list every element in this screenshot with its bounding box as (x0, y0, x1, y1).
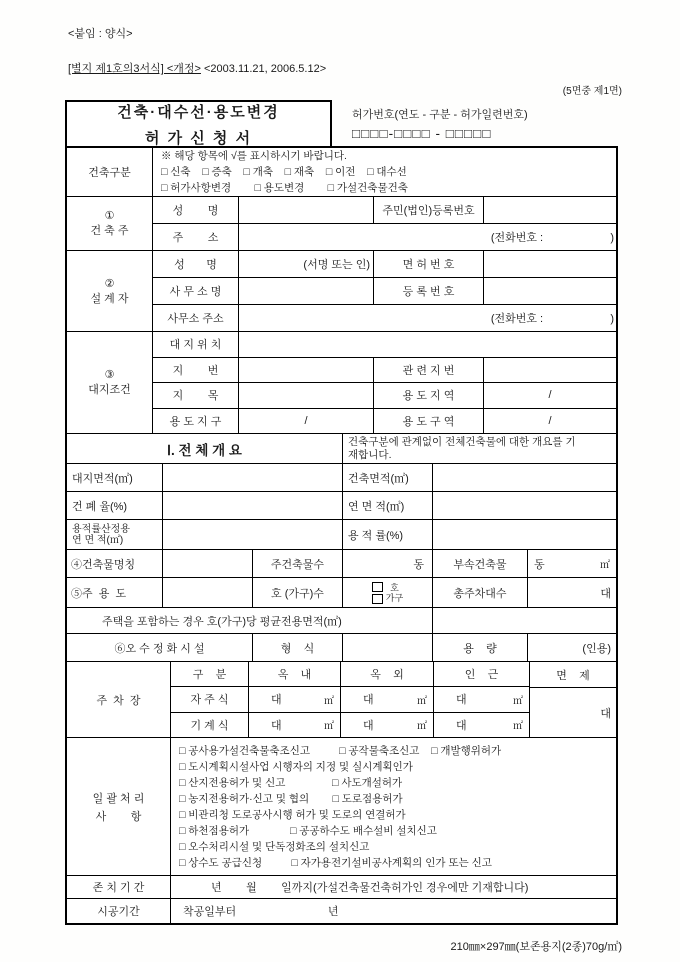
main-use-field (162, 578, 252, 607)
site-lot-row (153, 357, 616, 383)
main-building-count-label: 주건축물수 (252, 550, 342, 577)
sewage-type-field (342, 634, 432, 661)
parking-self-row (171, 686, 529, 711)
building-area-label: 건축면적(㎡) (342, 464, 432, 491)
designer-office-row (153, 277, 616, 304)
designer-regno-field (483, 278, 616, 304)
sewage-capacity-unit: (인용) (527, 634, 616, 661)
batch-item-line4: □ 농지전용허가·신고 및 협의 □ 도로점용허가 (179, 792, 403, 805)
owner-name-label: 성 명 (172, 205, 219, 217)
site-use-zone-slash: / (483, 409, 616, 434)
total-parking-unit: 대 (527, 578, 616, 607)
owner-regno-label: 주민(법인)등록번호 (373, 197, 483, 223)
checkmark-instruction: ※ 해당 항목에 √를 표시하시기 바랍니다. (161, 150, 347, 162)
designer-office-field (238, 278, 373, 304)
batch-item-line8: □ 상수도 공급신청 □ 자가용전기설비공사계획의 인가 또는 신고 (179, 856, 492, 869)
permit-number-block (352, 106, 528, 141)
sewage-capacity-label: 용 량 (432, 634, 527, 661)
parking-col-exempt: 면 제 (556, 669, 590, 682)
parking-mech-indoor-dae: 대 (271, 719, 282, 732)
batch-label-line1: 일 괄 처 리 (92, 792, 145, 805)
parking-mech-label: 기 계 식 (190, 719, 229, 732)
row-sewage (67, 633, 616, 661)
far-label: 용 적 률(%) (342, 520, 432, 549)
section-site (67, 331, 616, 433)
attachment-note: <붙임 : 양식> (68, 28, 133, 40)
construction-period-text: 착공일부터 년 (170, 899, 616, 923)
coverage-ratio-field (162, 492, 342, 519)
designer-section-label: 설 계 자 (90, 292, 129, 305)
owner-name-row (153, 197, 616, 223)
site-use-zone-label: 용 도 구 역 (373, 409, 483, 434)
parking-self-outdoor-dae: 대 (363, 694, 374, 707)
gagu-unit-label: 가구 (385, 592, 404, 603)
parking-header-row (171, 662, 529, 686)
owner-section-label: 건 축 주 (90, 225, 129, 237)
far-area-label-line2: 연 면 적(㎡) (72, 534, 124, 546)
row-average-area (67, 607, 616, 633)
site-use-district-label: 용 도 지 구 (169, 415, 222, 428)
form-reference (68, 60, 326, 76)
construction-type-label: 건축구분 (88, 167, 131, 179)
parking-mech-indoor-sqm: ㎡ (324, 721, 334, 733)
site-use-area-label: 용 도 지 역 (373, 383, 483, 408)
batch-item-line2: □ 도시계획시설사업 시행자의 지정 및 실시계획인가 (179, 760, 413, 773)
parking-mech-nearby-dae: 대 (456, 719, 467, 732)
site-category-field (238, 383, 373, 408)
overview-heading: Ⅰ. 전 체 개 요 (167, 442, 242, 458)
designer-office-address-label: 사무소 주소 (167, 313, 224, 325)
site-category-row (153, 382, 616, 408)
form-title-box (65, 100, 332, 148)
building-name-field (162, 550, 252, 577)
owner-address-label: 주 소 (172, 232, 219, 244)
batch-item-line1: □ 공사용가설건축물축조신고 □ 공작물축조신고 □ 개발행위허가 (179, 744, 502, 757)
site-area-label: 대지면적(㎡) (72, 472, 133, 485)
form-title-line1: 건축·대수선·용도변경 (117, 103, 280, 121)
section-owner (67, 196, 616, 250)
parking-mech-outdoor-sqm: ㎡ (417, 721, 427, 733)
average-area-field (432, 608, 616, 633)
designer-sign-note: (서명 또는 인) (238, 251, 373, 277)
paper-size-note: 210㎜×297㎜(보존용지(2종)70g/㎡) (450, 941, 622, 953)
ho-checkbox-icon (372, 582, 383, 592)
far-area-label-line1: 용적률산정용 (72, 523, 130, 535)
row-far (67, 519, 616, 549)
parking-mech-row (171, 712, 529, 737)
site-category-label: 지 목 (172, 390, 219, 403)
row-building-name (67, 549, 616, 577)
parking-grid (170, 662, 529, 737)
unit-count-checkboxes (372, 582, 383, 604)
retention-period-text: 년 월 일까지(가설건축물건축허가인 경우에만 기재합니다) (170, 876, 616, 898)
coverage-ratio-label: 건 폐 율(%) (72, 500, 128, 513)
site-district-row (153, 408, 616, 434)
parking-exempt-dae: 대 (530, 687, 616, 737)
designer-regno-label: 등 록 번 호 (373, 278, 483, 304)
site-location-field (238, 332, 616, 357)
far-field (432, 520, 616, 549)
site-lot-label: 지 번 (172, 364, 219, 377)
parking-self-label: 자 주 식 (190, 694, 229, 707)
parking-self-nearby-sqm: ㎡ (513, 695, 523, 707)
owner-regno-field (483, 197, 616, 223)
construction-period-label: 시공기간 (97, 906, 140, 918)
designer-phone-label: (전화번호 : ) (238, 305, 616, 331)
gagu-checkbox-icon (372, 594, 383, 604)
designer-license-field (483, 251, 616, 277)
form-revision-dates: <2003.11.21, 2006.5.12> (200, 63, 327, 75)
aux-building-dong-unit: 동 (534, 558, 545, 571)
row-coverage (67, 491, 616, 519)
site-section-label: 대지조건 (88, 384, 131, 396)
construction-type-options-row1: □ 신축 □ 증축 □ 개축 □ 재축 □ 이전 □ 대수선 (161, 166, 407, 178)
designer-section-number: ② (104, 277, 115, 290)
site-area-field (162, 464, 342, 491)
row-overview-heading (67, 433, 616, 463)
retention-period-label: 존 치 기 간 (92, 882, 145, 894)
total-floor-area-label: 연 면 적(㎡) (342, 492, 432, 519)
average-area-label: 주택을 포함하는 경우 호(가구)당 평균전용면적(㎡) (102, 615, 342, 628)
parking-col-outdoor: 옥 외 (340, 662, 433, 686)
parking-col-nearby: 인 근 (433, 662, 529, 686)
sewage-label: ⑥오 수 정 화 시 설 (114, 642, 205, 655)
parking-self-nearby-dae: 대 (456, 694, 467, 707)
designer-office-label: 사 무 소 명 (169, 286, 222, 298)
row-construction-type (67, 148, 616, 196)
unit-count-label: 호 (가구)수 (252, 578, 342, 607)
designer-name-row (153, 251, 616, 277)
designer-office-address-row (153, 304, 616, 331)
ho-unit-label: 호 (390, 582, 399, 593)
parking-self-indoor-sqm: ㎡ (324, 695, 334, 707)
batch-item-line5: □ 비관리청 도로공사시행 허가 및 도로의 연결허가 (179, 808, 406, 821)
main-building-count-unit: 동 (342, 550, 432, 577)
building-name-label: ④건축물명칭 (71, 558, 136, 571)
page-indicator: (5면중 제1면) (562, 86, 622, 97)
total-floor-area-field (432, 492, 616, 519)
parking-self-indoor-dae: 대 (271, 694, 282, 707)
section-parking (67, 661, 616, 737)
parking-col-type: 구 분 (192, 669, 227, 682)
site-location-label: 대 지 위 치 (169, 339, 222, 352)
overview-note-line1: 건축구분에 관계없이 전체건축물에 대한 개요를 기 (348, 435, 576, 448)
designer-name-label: 성 명 (174, 259, 217, 271)
building-area-field (432, 464, 616, 491)
main-use-label: ⑤주 용 도 (71, 587, 127, 600)
site-use-district-slash: / (238, 409, 373, 434)
overview-note-line2: 재합니다. (348, 448, 392, 461)
row-construction-period (67, 898, 616, 923)
parking-exempt-column (529, 662, 616, 737)
site-use-area-slash: / (483, 383, 616, 408)
row-main-use (67, 577, 616, 607)
total-parking-label: 총주차대수 (432, 578, 527, 607)
batch-label-line2: 사 항 (95, 810, 142, 823)
permit-number-boxes: □□□□-□□□□ - □□□□□ (352, 126, 492, 141)
parking-self-outdoor-sqm: ㎡ (417, 695, 427, 707)
site-lot-field (238, 358, 373, 383)
site-location-row (153, 332, 616, 357)
permit-number-label: 허가번호(연도 - 구분 - 허가일련번호) (352, 109, 528, 121)
parking-mech-nearby-sqm: ㎡ (513, 721, 523, 733)
section-batch-processing (67, 737, 616, 875)
batch-item-line7: □ 오수처리시설 및 단독정화조의 설치신고 (179, 840, 370, 853)
site-related-lot-field (483, 358, 616, 383)
row-retention-period (67, 875, 616, 898)
sewage-type-label: 형 식 (252, 634, 342, 661)
owner-section-number: ① (104, 210, 115, 222)
section-designer (67, 250, 616, 331)
form-title-line2: 허 가 신 청 서 (144, 129, 253, 147)
owner-address-row (153, 223, 616, 250)
parking-section-label: 주 차 장 (96, 694, 141, 707)
batch-item-line6: □ 하천점용허가 □ 공공하수도 배수설비 설치신고 (179, 824, 437, 837)
aux-building-label: 부속건축물 (432, 550, 527, 577)
site-related-lot-label: 관 련 지 번 (373, 358, 483, 383)
application-form-table (65, 146, 618, 925)
form-reference-number: [별지 제1호의3서식] <개정> (68, 63, 201, 75)
far-area-field (162, 520, 342, 549)
parking-mech-outdoor-dae: 대 (363, 719, 374, 732)
owner-name-field (238, 197, 373, 223)
aux-building-sqm-unit: ㎡ (600, 560, 610, 571)
construction-type-options-row2: □ 허가사항변경 □ 용도변경 □ 가설건축물건축 (161, 182, 408, 194)
site-section-number: ③ (104, 369, 115, 381)
designer-license-label: 면 허 번 호 (373, 251, 483, 277)
row-site-area (67, 463, 616, 491)
owner-phone-label: (전화번호 : ) (238, 224, 616, 250)
parking-col-indoor: 옥 내 (248, 662, 340, 686)
batch-item-line3: □ 산지전용허가 및 신고 □ 사도개설허가 (179, 776, 403, 789)
